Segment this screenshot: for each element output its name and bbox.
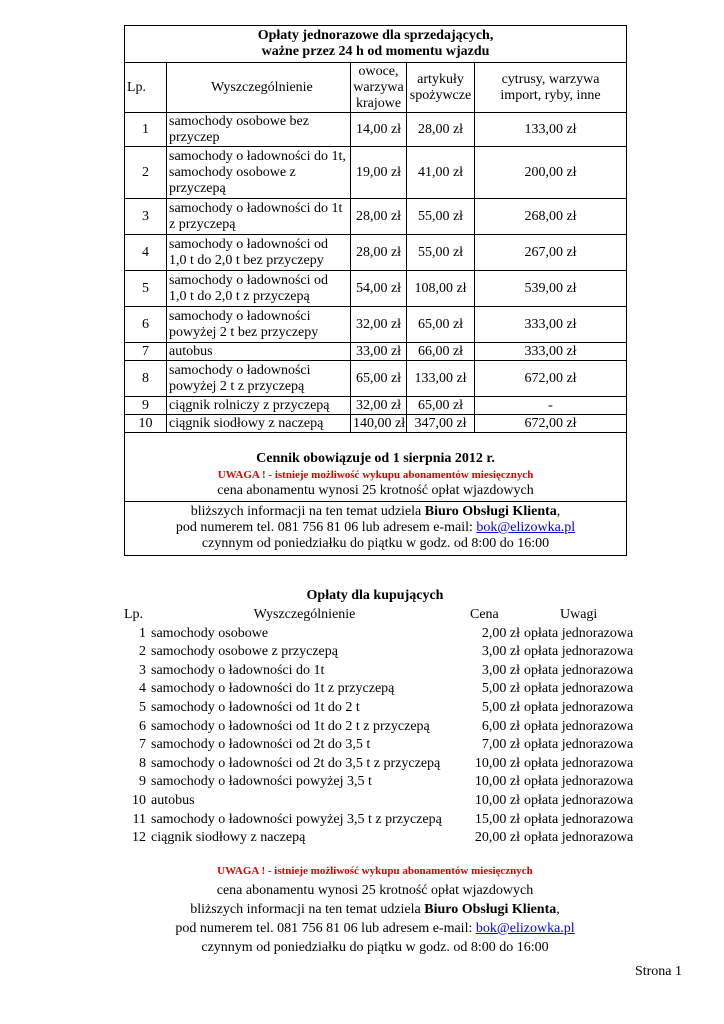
row-lp: 12 [132,830,146,846]
row-lp: 6 [139,718,146,734]
buyers-header-row: Lp. Wyszczególnienie Cena Uwagi [124,607,598,622]
list-item [124,811,633,830]
row-price-fruit-veg: 65,00 zł [351,361,407,397]
row-price-import: 333,00 zł [475,307,627,343]
row-desc: ciągnik siodłowy z naczepą [151,830,306,846]
row-price: 3,00 zł [481,644,520,660]
list-item [124,625,633,644]
row-price-fruit-veg: 54,00 zł [351,271,407,307]
row-desc: samochody osobowe [151,625,269,641]
row-price: 10,00 zł [474,774,520,790]
header-groceries: artykuły spożywcze [407,63,475,113]
row-price-import: - [475,397,627,415]
row-note: opłata jednorazowa [524,625,634,641]
row-desc: samochody osobowe bez przyczep [167,113,351,147]
row-price-groceries: 55,00 zł [407,199,475,235]
row-desc: ciągnik rolniczy z przyczepą [167,397,351,415]
row-desc: autobus [167,343,351,361]
row-price: 10,00 zł [474,755,520,771]
header-import: cytrusy, warzywa import, ryby, inne [475,63,627,113]
row-note: opłata jednorazowa [524,755,634,771]
row-price: 20,00 zł [474,830,520,846]
row-price: 2,00 zł [481,625,520,641]
row-desc: samochody osobowe z przyczepą [151,644,338,660]
row-price-fruit-veg: 33,00 zł [351,343,407,361]
row-price-groceries: 66,00 zł [407,343,475,361]
row-lp: 4 [125,235,167,271]
row-desc: samochody o ładowności od 2t do 3,5 t [151,737,371,753]
subscription-text: cena abonamentu wynosi 25 krotność opłat wjazdowych [217,483,534,498]
list-item [124,718,633,737]
list-item [124,773,633,792]
buyers-email-link[interactable]: bok@elizowka.pl [475,921,575,936]
table-row [125,271,627,307]
row-lp: 3 [125,199,167,235]
row-lp: 9 [139,774,146,790]
row-note: opłata jednorazowa [524,718,634,734]
list-item [124,680,633,699]
row-price-groceries: 65,00 zł [407,397,475,415]
row-desc: samochody o ładowności powyżej 3,5 t z przyczepą [151,811,442,827]
table-row [125,235,627,271]
row-note: opłata jednorazowa [524,830,634,846]
row-lp: 10 [132,792,146,808]
row-lp: 2 [139,644,146,660]
row-price-fruit-veg: 19,00 zł [351,147,407,199]
sellers-notice [125,433,627,502]
row-price-groceries: 55,00 zł [407,235,475,271]
row-price-fruit-veg: 140,00 zł [351,415,407,433]
row-price-groceries: 28,00 zł [407,113,475,147]
row-desc: ciągnik siodłowy z naczepą [167,415,351,433]
row-price: 3,00 zł [481,662,520,678]
row-desc: samochody o ładowności do 1t z przyczepą [151,681,395,697]
sellers-fee-table [124,25,627,556]
row-desc: samochody o ładowności od 1,0 t do 2,0 t bez przyczepy [167,235,351,271]
row-price-import: 672,00 zł [475,415,627,433]
table-row [125,397,627,415]
row-desc: samochody o ładowności do 1t z przyczepą [167,199,351,235]
sellers-header-row [125,63,627,113]
row-price-fruit-veg: 32,00 zł [351,307,407,343]
table-row [125,147,627,199]
row-desc: samochody o ładowności od 1t do 2 t z przyczepą [151,718,430,734]
row-price: 5,00 zł [481,699,520,715]
row-price-import: 267,00 zł [475,235,627,271]
row-price-import: 539,00 zł [475,271,627,307]
list-item [124,829,633,848]
list-item [124,643,633,662]
header-fruit-veg: owoce, warzywa krajowe [351,63,407,113]
row-price-groceries: 65,00 zł [407,307,475,343]
row-price: 10,00 zł [474,792,520,808]
row-note: opłata jednorazowa [524,792,634,808]
row-note: opłata jednorazowa [524,681,634,697]
row-lp: 1 [139,625,146,641]
warning-text: UWAGA ! - istnieje możliwość wykupu abonamentów miesięcznych [217,469,534,481]
sellers-table-title: Opłaty jednorazowe dla sprzedających, ważne przez 24 h od momentu wjazdu [125,26,627,63]
row-price-groceries: 347,00 zł [407,415,475,433]
header-lp: Lp. [125,63,167,113]
table-row [125,361,627,397]
email-link[interactable]: bok@elizowka.pl [476,520,576,535]
row-lp: 1 [125,113,167,147]
row-lp: 7 [125,343,167,361]
row-note: opłata jednorazowa [524,737,634,753]
row-desc: samochody o ładowności powyżej 2 t z przyczepą [167,361,351,397]
list-item [124,792,633,811]
table-row [125,113,627,147]
row-price-import: 672,00 zł [475,361,627,397]
row-desc: samochody o ładowności do 1t [151,662,325,678]
buyers-warning: UWAGA ! - istnieje możliwość wykupu abonamentów miesięcznych [217,865,533,877]
row-lp: 6 [125,307,167,343]
row-price-import: 200,00 zł [475,147,627,199]
list-item [124,755,633,774]
row-note: opłata jednorazowa [524,774,634,790]
row-desc: samochody o ładowności powyżej 2 t bez przyczepy [167,307,351,343]
row-lp: 8 [125,361,167,397]
row-price-import: 268,00 zł [475,199,627,235]
row-note: opłata jednorazowa [524,644,634,660]
row-price-groceries: 108,00 zł [407,271,475,307]
sellers-contact: bliższych informacji na ten temat udziela Biuro Obsługi Klienta, pod numerem tel. 081 756 81 06 lub adresem e-mail: bok@elizowka.pl czynnym od poniedziałku do piątku w godz. od 8:00 do 16:00 [125,502,627,556]
row-desc: samochody o ładowności od 1,0 t do 2,0 t z przyczepą [167,271,351,307]
buyers-title: Opłaty dla kupujących [306,588,444,603]
list-item [124,662,633,681]
row-lp: 5 [125,271,167,307]
row-price-import: 333,00 zł [475,343,627,361]
office-hours: czynnym od poniedziałku do piątku w godz. od 8:00 do 16:00 [201,536,550,551]
buyers-fee-table [124,606,633,848]
row-lp: 11 [132,811,146,827]
row-desc: samochody o ładowności od 2t do 3,5 t z przyczepą [151,755,441,771]
row-lp: 9 [125,397,167,415]
header-desc: Wyszczególnienie [167,63,351,113]
table-row [125,307,627,343]
row-price-import: 133,00 zł [475,113,627,147]
row-lp: 2 [125,147,167,199]
page-number: Strona 1 [634,964,682,979]
table-row [125,415,627,433]
row-price: 5,00 zł [481,681,520,697]
row-lp: 4 [139,681,146,697]
row-price-groceries: 41,00 zł [407,147,475,199]
row-note: opłata jednorazowa [524,699,634,715]
valid-from: Cennik obowiązuje od 1 sierpnia 2012 r. [256,451,495,466]
row-price-groceries: 133,00 zł [407,361,475,397]
row-price: 7,00 zł [481,737,520,753]
row-desc: samochody o ładowności do 1t, samochody osobowe z przyczepą [167,147,351,199]
row-price-fruit-veg: 28,00 zł [351,235,407,271]
row-lp: 7 [139,737,146,753]
table-row [125,343,627,361]
row-price-fruit-veg: 14,00 zł [351,113,407,147]
table-row [125,199,627,235]
row-lp: 5 [139,699,146,715]
list-item [124,699,633,718]
row-price-fruit-veg: 28,00 zł [351,199,407,235]
row-desc: samochody o ładowności od 1t do 2 t [151,699,360,715]
row-lp: 3 [139,662,146,678]
row-price: 6,00 zł [481,718,520,734]
row-price: 15,00 zł [474,811,520,827]
row-desc: samochody o ładowności powyżej 3,5 t [151,774,372,790]
row-desc: autobus [151,792,195,808]
row-price-fruit-veg: 32,00 zł [351,397,407,415]
row-note: opłata jednorazowa [524,811,634,827]
row-lp: 10 [125,415,167,433]
buyers-notice: UWAGA ! - istnieje możliwość wykupu abonamentów miesięcznych cena abonamentu wynosi 25 krotność opłat wjazdowych bliższych informacji na ten temat udziela Biuro Obsługi Klienta, pod numerem tel. 081 756 81 06 lub adresem e-mail: bok@elizowka.pl czynnym od poniedziałku do piątku w godz. od 8:00 do 16:00 [124,862,626,957]
row-note: opłata jednorazowa [524,662,634,678]
row-lp: 8 [139,755,146,771]
office-name: Biuro Obsługi Klienta [424,504,557,519]
list-item [124,736,633,755]
